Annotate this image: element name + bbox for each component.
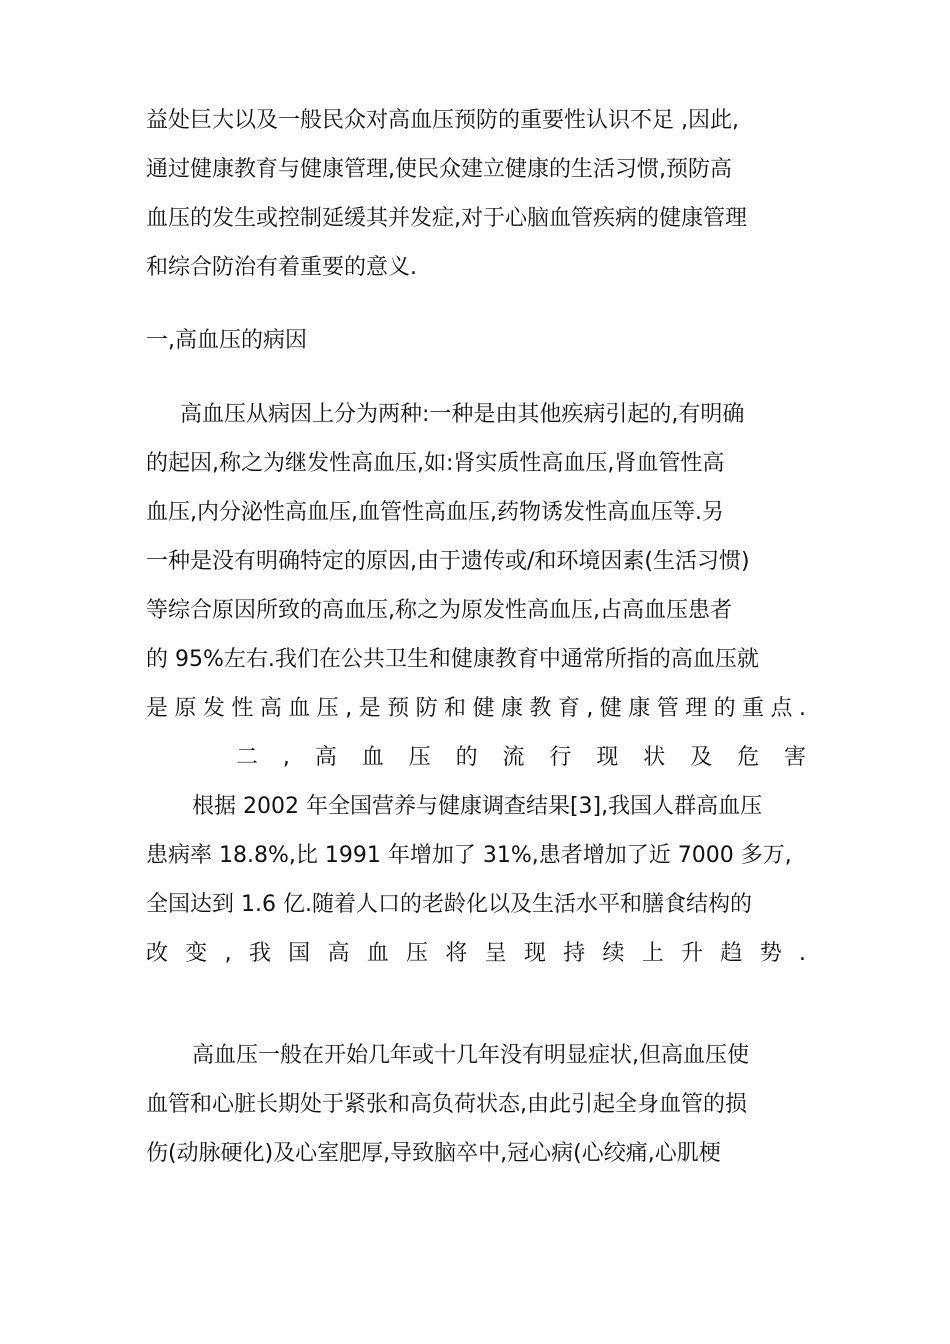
text-line: 的起因,称之为继发性高血压,如:肾实质性高血压,肾血管性高: [146, 451, 725, 476]
text-line: 患病率 18.8%,比 1991 年增加了 31%,患者增加了近 7000 多万,: [146, 843, 792, 868]
text-line: 的 95%左右.我们在公共卫生和健康教育中通常所指的高血压就: [146, 647, 759, 672]
text-line: 是原发性高血压,是预防和健康教育,健康管理的重点.: [146, 696, 806, 721]
text-line: 一种是没有明确特定的原因,由于遗传或/和环境因素(生活习惯): [146, 549, 750, 574]
text-line: 等综合原因所致的高血压,称之为原发性高血压,占高血压患者: [146, 598, 732, 623]
text-line: 高血压从病因上分为两种:一种是由其他疾病引起的,有明确: [180, 402, 745, 427]
text-line: 血管和心脏长期处于紧张和高负荷状态,由此引起全身血管的损: [146, 1092, 747, 1117]
text-line: 改变,我国高血压将呈现持续上升趋势.: [146, 941, 806, 966]
text-line: 全国达到 1.6 亿.随着人口的老龄化以及生活水平和膳食结构的: [146, 892, 752, 917]
text-line: 通过健康教育与健康管理,使民众建立健康的生活习惯,预防高: [146, 157, 732, 182]
section-heading: 二,高血压的流行现状及危害: [236, 745, 806, 770]
text-line: 根据 2002 年全国营养与健康调查结果[3],我国人群高血压: [192, 794, 763, 819]
text-line: 益处巨大以及一般民众对高血压预防的重要性认识不足 ,因此,: [146, 108, 739, 133]
text-line: 血压,内分泌性高血压,血管性高血压,药物诱发性高血压等.另: [146, 500, 724, 525]
text-line: 和综合防治有着重要的意义.: [146, 255, 417, 280]
text-line: 高血压一般在开始几年或十几年没有明显症状,但高血压使: [192, 1043, 749, 1068]
text-line: 血压的发生或控制延缓其并发症,对于心脑血管疾病的健康管理: [146, 206, 747, 231]
section-heading: 一,高血压的病因: [146, 328, 307, 353]
text-line: 伤(动脉硬化)及心室肥厚,导致脑卒中,冠心病(心绞痛,心肌梗: [146, 1141, 721, 1166]
